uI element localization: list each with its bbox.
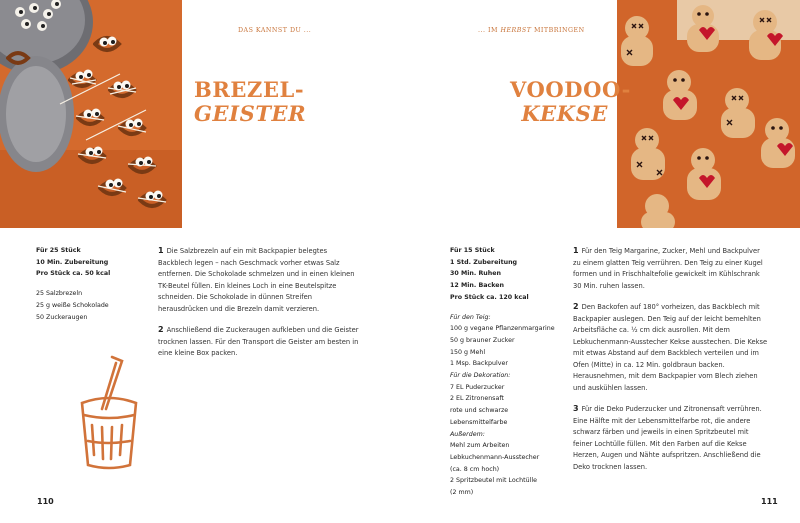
voodoo-cookies-photo — [617, 0, 800, 228]
step — [158, 245, 360, 315]
steps-left — [158, 245, 360, 369]
deco-label: Für die Dekoration: — [450, 372, 511, 380]
pretzel-ghosts-photo — [0, 0, 182, 228]
prep-time: 1 Std. Zubereitung — [450, 258, 518, 266]
step-number: 1 — [158, 246, 164, 255]
kcal: Pro Stück ca. 120 kcal — [450, 293, 529, 301]
recipe-title-left — [194, 78, 306, 126]
recipe-meta-right — [450, 245, 565, 499]
kicker-right-italic: HERBST — [500, 27, 532, 34]
ingredient: 150 g Mehl — [450, 348, 486, 356]
step-text: Anschließend die Zuckeraugen aufkleben und die Geister trocknen lassen. Für den Transport die Geister am besten in eine kleine Box packen. — [158, 326, 359, 357]
spacer — [450, 304, 565, 312]
ingredient: 1 Msp. Backpulver — [450, 360, 508, 368]
glass-straw-illustration — [74, 355, 144, 473]
step-text: Für den Teig Margarine, Zucker, Mehl und Backpulver zu einem glatten Teig verrühren. Den Teig zu einer Kugel formen und in Frischhaltefolie gewickelt im Kühlschrank 30 Min. ruhen lassen. — [573, 247, 763, 290]
prep-time: 10 Min. Zubereitung — [36, 258, 109, 266]
step — [573, 301, 769, 394]
ingredient: (2 mm) — [450, 489, 474, 497]
yield: Für 25 Stück — [36, 247, 81, 254]
step — [158, 324, 360, 360]
extra-label: Außerdem: — [450, 430, 485, 438]
recipe-meta-left — [36, 245, 146, 323]
spacer — [36, 280, 146, 288]
page-number-right: 111 — [761, 497, 778, 506]
kcal: Pro Stück ca. 50 kcal — [36, 270, 111, 278]
ingredient: 2 Spritzbeutel mit Lochtülle — [450, 477, 537, 485]
ingredient: rote und schwarze Lebensmittelfarbe — [450, 407, 509, 426]
dough-label: Für den Teig: — [450, 313, 491, 321]
step-number: 1 — [573, 246, 579, 255]
rest-time: 30 Min. Ruhen — [450, 270, 502, 278]
page-number-left: 110 — [37, 497, 54, 506]
ingredient: 100 g vegane Pflanzenmargarine — [450, 325, 555, 333]
step-number: 2 — [158, 325, 164, 334]
title-left-line1: BREZEL- — [194, 77, 305, 102]
step-number: 3 — [573, 404, 579, 413]
ingredient: 50 g brauner Zucker — [450, 336, 515, 344]
step-text: Den Backofen auf 180° vorheizen, das Backblech mit Backpapier auslegen. Den Teig auf der leicht bemehlten Arbeitsfläche ca. ½ cm dick ausrollen. Mit dem Lebkuchenmann-Ausstecher Kekse ausstechen. Die Kekse mit etwas Abstand auf dem Backblech verteilen und im Ofen (Mitte) in ca. 12 Min. goldbraun backen. Herausnehmen, mit dem Backpapier vom Blech ziehen und auskühlen lassen. — [573, 303, 768, 392]
kicker-right-post: MITBRINGEN — [533, 27, 585, 34]
ingredient: 50 Zuckeraugen — [36, 313, 88, 321]
step-text: Die Salzbrezeln auf ein mit Backpapier belegtes Backblech legen – nach Geschmack vorher etwas Salz entfernen. Die Schokolade schmelzen und in einen kleinen TK-Beutel füllen. Ein kleines Loch in eine Beutelspitze schneiden. Die Schokolade in dünnen Streifen herausdrücken und die Brezeln damit verzieren. — [158, 247, 355, 313]
step-text: Für die Deko Puderzucker und Zitronensaft verrühren. Eine Hälfte mit der Lebensmittelfarbe rot, die andere schwarz färben und jeweils in einen Spritzbeutel mit feiner Lochtülle füllen. Mit den Farben auf die Kekse Herzen, Augen und Nähte aufspritzen. Anschließend die Deko trocknen lassen. — [573, 405, 762, 471]
ingredient: (ca. 8 cm hoch) — [450, 465, 500, 473]
ingredient: 2 EL Zitronensaft — [450, 395, 504, 403]
bake-time: 12 Min. Backen — [450, 282, 504, 290]
kicker-right — [478, 27, 585, 34]
steps-right — [573, 245, 769, 482]
yield: Für 15 Stück — [450, 247, 495, 254]
title-left-line2: GEISTER — [194, 101, 307, 126]
ingredient: 7 EL Puderzucker — [450, 383, 505, 391]
ingredient: 25 Salzbrezeln — [36, 290, 83, 298]
step-number: 2 — [573, 302, 579, 311]
title-right-line1: VOODOO- — [510, 77, 631, 102]
ingredient: Lebkuchenmann-Ausstecher — [450, 453, 540, 461]
ingredient: 25 g weiße Schokolade — [36, 301, 109, 309]
step — [573, 403, 769, 473]
ingredient: Mehl zum Arbeiten — [450, 442, 510, 450]
kicker-left: DAS KANNST DU ... — [238, 27, 312, 34]
step — [573, 245, 769, 292]
recipe-title-right — [510, 77, 631, 126]
kicker-right-pre: ... IM — [478, 27, 498, 34]
title-right-line2: KEKSE — [521, 101, 608, 126]
